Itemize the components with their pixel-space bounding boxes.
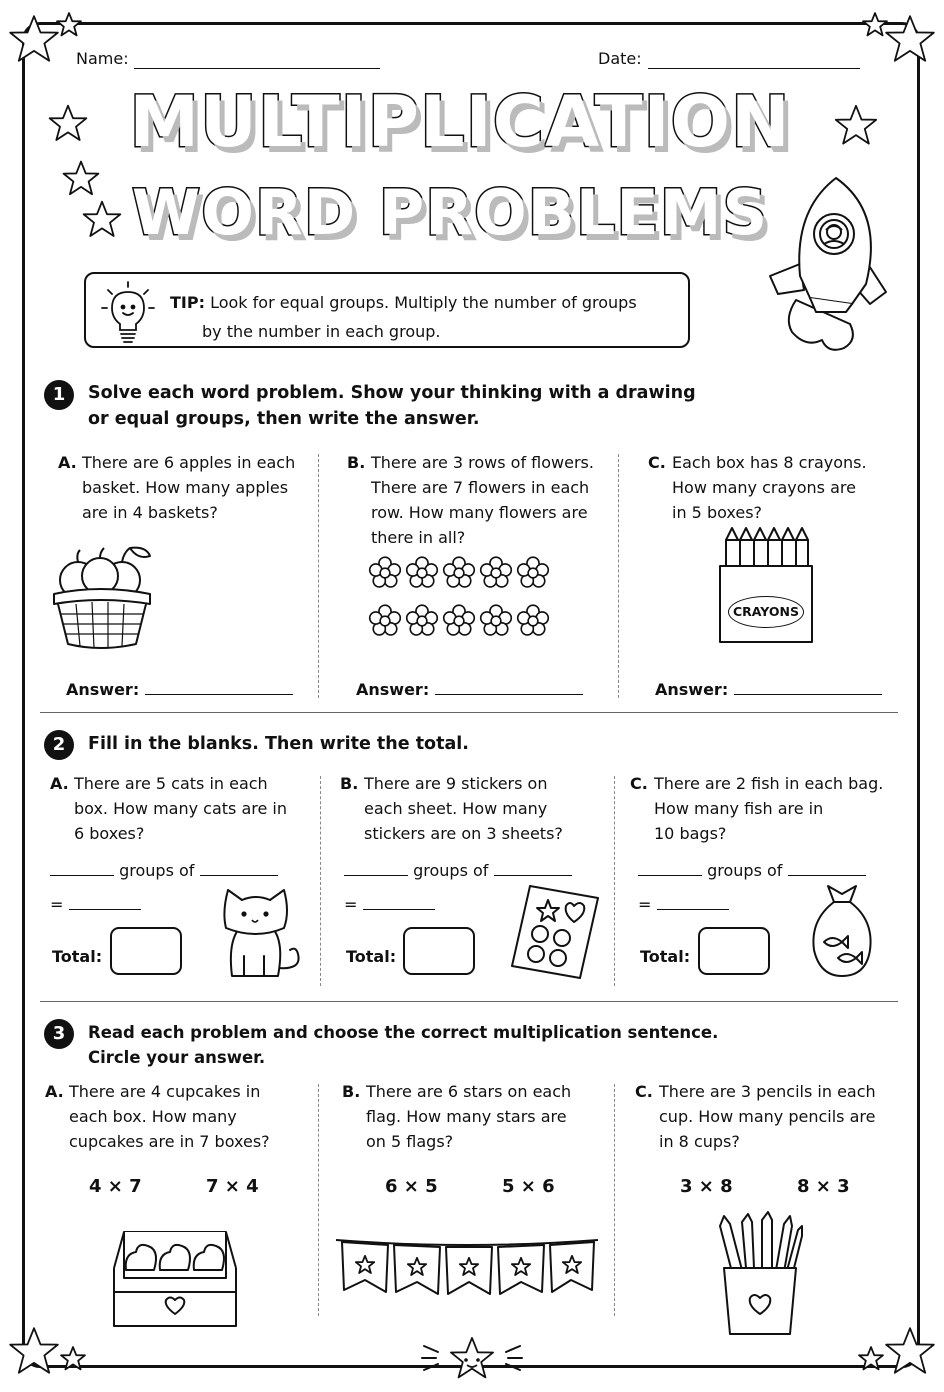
problem-text-line: stickers are on 3 sheets?: [364, 824, 563, 843]
problem-3b: [342, 1079, 571, 1154]
total-box[interactable]: [110, 927, 182, 975]
star-icon: [62, 160, 100, 198]
size-blank[interactable]: [200, 875, 278, 876]
star-icon: [82, 200, 122, 240]
name-label: Name:: [76, 49, 129, 68]
problem-letter: C.: [630, 774, 648, 793]
total-label: Total:: [52, 947, 103, 966]
equals-row-2b: [344, 895, 435, 914]
rocket-icon: [766, 172, 892, 362]
problem-letter: B.: [340, 774, 359, 793]
problem-text-line: There are 7 flowers in each: [371, 478, 590, 497]
name-field[interactable]: [134, 68, 380, 69]
equals-sign: =: [638, 895, 652, 914]
tip-box: [84, 272, 690, 348]
problem-text-line: 6 boxes?: [74, 824, 145, 843]
flower-grid: [368, 556, 554, 648]
answer-line-1c: [655, 680, 882, 699]
section-1-line-1: Solve each word problem. Show your thinking with a drawing: [88, 383, 696, 403]
flower-icon: [442, 556, 476, 590]
star-icon: [56, 12, 82, 38]
problem-text-line: There are 2 fish in each bag.: [654, 774, 884, 793]
problem-text-line: row. How many flowers are: [371, 503, 588, 522]
problem-text-line: There are 3 pencils in each: [659, 1082, 876, 1101]
problem-2a: [50, 771, 287, 846]
flower-icon: [479, 556, 513, 590]
star-icon: [862, 12, 888, 38]
problem-3a: [45, 1079, 270, 1154]
equals-row-2a: [50, 895, 141, 914]
problem-text-line: Each box has 8 crayons.: [672, 453, 867, 472]
problem-text-line: on 5 flags?: [366, 1132, 454, 1151]
option-3c-2[interactable]: 8 × 3: [797, 1176, 850, 1197]
problem-letter: B.: [347, 453, 366, 472]
problem-text-line: There are 6 stars on each: [366, 1082, 572, 1101]
option-3c-1[interactable]: 3 × 8: [680, 1176, 733, 1197]
flower-icon: [479, 604, 513, 638]
answer-label: Answer:: [66, 680, 140, 699]
star-face-icon: [418, 1334, 526, 1382]
problem-letter: B.: [342, 1082, 361, 1101]
problem-text-line: basket. How many apples: [82, 478, 289, 497]
problem-text-line: are in 4 baskets?: [82, 503, 218, 522]
section-3-line-1: Read each problem and choose the correct multiplication sentence.: [88, 1023, 719, 1042]
option-3b-2[interactable]: 5 × 6: [502, 1176, 555, 1197]
groups-row-2b: [344, 861, 572, 880]
groups-of-label: groups of: [413, 861, 489, 880]
star-icon: [884, 14, 936, 66]
product-blank[interactable]: [363, 909, 435, 910]
problem-text-line: 10 bags?: [654, 824, 727, 843]
problem-text-line: There are 4 cupcakes in: [69, 1082, 261, 1101]
tip-line-2: by the number in each group.: [202, 322, 441, 341]
flower-icon: [405, 556, 439, 590]
date-field[interactable]: [648, 68, 860, 69]
answer-blank[interactable]: [145, 694, 293, 695]
problem-2b: [340, 771, 563, 846]
option-3b-1[interactable]: 6 × 5: [385, 1176, 438, 1197]
star-icon: [834, 104, 878, 148]
column-divider: [320, 776, 321, 986]
column-divider: [318, 454, 319, 698]
column-divider: [618, 454, 619, 698]
section-1-number: 1: [44, 380, 74, 410]
flower-icon: [442, 604, 476, 638]
answer-line-1a: [66, 680, 293, 699]
problem-letter: C.: [635, 1082, 653, 1101]
groups-blank[interactable]: [638, 875, 702, 876]
problem-text-line: there in all?: [371, 528, 466, 547]
flower-icon: [516, 604, 550, 638]
problem-text-line: each box. How many: [69, 1107, 237, 1126]
problem-3c: [635, 1079, 876, 1154]
crayon-box: [718, 526, 814, 644]
section-divider: [40, 712, 898, 713]
answer-label: Answer:: [356, 680, 430, 699]
section-3-number: 3: [44, 1019, 74, 1049]
column-divider: [614, 776, 615, 986]
date-label: Date:: [598, 49, 642, 68]
cat-icon: [216, 884, 304, 980]
equals-sign: =: [50, 895, 64, 914]
groups-row-2a: [50, 861, 278, 880]
groups-row-2c: [638, 861, 866, 880]
option-3a-1[interactable]: 4 × 7: [89, 1176, 142, 1197]
star-icon: [60, 1346, 86, 1372]
tip-label: TIP:: [170, 293, 205, 312]
groups-blank[interactable]: [344, 875, 408, 876]
problem-text-line: There are 5 cats in each: [74, 774, 268, 793]
equals-row-2c: [638, 895, 729, 914]
groups-of-label: groups of: [707, 861, 783, 880]
column-divider: [614, 1084, 615, 1316]
problem-text-line: How many crayons are: [672, 478, 856, 497]
section-1-line-2: or equal groups, then write the answer.: [88, 409, 480, 429]
option-3a-2[interactable]: 7 × 4: [206, 1176, 259, 1197]
answer-label: Answer:: [655, 680, 729, 699]
problem-1a: [58, 450, 295, 525]
problem-2c: [630, 771, 883, 846]
flower-icon: [405, 604, 439, 638]
crayons-label: CRAYONS: [728, 596, 804, 628]
problem-text-line: There are 3 rows of flowers.: [371, 453, 594, 472]
sticker-sheet-icon: [508, 884, 600, 980]
cupcake-box-icon: [110, 1228, 240, 1328]
problem-text-line: in 5 boxes?: [672, 503, 763, 522]
star-icon: [884, 1326, 936, 1378]
problem-text-line: How many fish are in: [654, 799, 824, 818]
total-label: Total:: [640, 947, 691, 966]
problem-1b: [347, 450, 594, 550]
problem-text-line: flag. How many stars are: [366, 1107, 567, 1126]
answer-blank[interactable]: [435, 694, 583, 695]
apple-basket-icon: [50, 544, 154, 654]
problem-letter: A.: [45, 1082, 64, 1101]
section-3-instructions: [88, 1020, 718, 1070]
answer-line-1b: [356, 680, 583, 699]
star-icon: [8, 1326, 60, 1378]
star-icon: [48, 104, 88, 144]
problem-text-line: box. How many cats are in: [74, 799, 288, 818]
total-label: Total:: [346, 947, 397, 966]
tip-line-1: Look for equal groups. Multiply the number of groups: [210, 293, 637, 312]
lightbulb-icon: [100, 280, 156, 346]
product-blank[interactable]: [657, 909, 729, 910]
section-3-line-2: Circle your answer.: [88, 1048, 266, 1067]
product-blank[interactable]: [69, 909, 141, 910]
problem-text-line: cupcakes are in 7 boxes?: [69, 1132, 270, 1151]
section-2-number: 2: [44, 730, 74, 760]
star-icon: [858, 1346, 884, 1372]
star-icon: [8, 14, 60, 66]
section-2-instructions: Fill in the blanks. Then write the total.: [88, 734, 469, 754]
problem-text-line: cup. How many pencils are: [659, 1107, 876, 1126]
answer-blank[interactable]: [734, 694, 882, 695]
flower-icon: [368, 556, 402, 590]
section-1-instructions: [88, 380, 696, 432]
column-divider: [318, 1084, 319, 1316]
flower-icon: [368, 604, 402, 638]
problem-text-line: There are 6 apples in each: [82, 453, 296, 472]
fish-bag-icon: [808, 880, 876, 980]
tip-text: [170, 288, 680, 346]
star-flags-icon: [334, 1236, 600, 1300]
problem-text-line: each sheet. How many: [364, 799, 548, 818]
pencil-cup-icon: [718, 1212, 802, 1338]
problem-text-line: There are 9 stickers on: [364, 774, 548, 793]
size-blank[interactable]: [494, 875, 572, 876]
flower-icon: [516, 556, 550, 590]
problem-1c: [648, 450, 867, 525]
page-subtitle: WORD PROBLEMS: [131, 176, 769, 249]
equals-sign: =: [344, 895, 358, 914]
groups-blank[interactable]: [50, 875, 114, 876]
problem-letter: A.: [50, 774, 69, 793]
problem-text-line: in 8 cups?: [659, 1132, 740, 1151]
problem-letter: C.: [648, 453, 666, 472]
groups-of-label: groups of: [119, 861, 195, 880]
page-title: MULTIPLICATION: [129, 81, 791, 163]
total-box[interactable]: [403, 927, 475, 975]
total-box[interactable]: [698, 927, 770, 975]
size-blank[interactable]: [788, 875, 866, 876]
section-divider: [40, 1001, 898, 1002]
problem-letter: A.: [58, 453, 77, 472]
